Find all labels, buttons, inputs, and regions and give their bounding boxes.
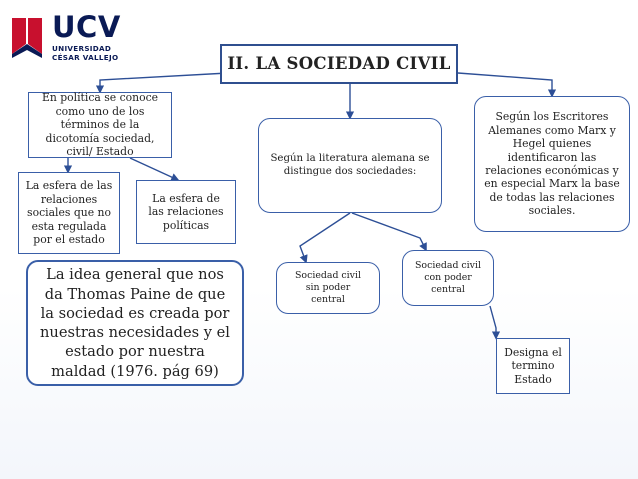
node-politica-text: En política se conoce como uno de los términos de la dicotomía sociedad, civil/ Estado xyxy=(41,91,159,159)
logo-subtitle-2: CÉSAR VALLEJO xyxy=(52,53,119,62)
logo-wordmark: UCV xyxy=(52,10,121,44)
node-thomas-paine xyxy=(26,260,244,386)
arrow-title-to-escritores xyxy=(458,73,552,96)
node-sociedad-sin-poder-text: Sociedad civil sin poder central xyxy=(295,270,361,305)
node-escritores-alemanes-text: Según los Escritores Alemanes como Marx y Hegel quienes identificaron las relaciones económicas y en especial Marx la base de todas las relaciones sociales. xyxy=(484,110,620,218)
node-sociedad-con-poder-text: Sociedad civil con poder central xyxy=(415,260,481,295)
arrow-title-to-politica xyxy=(100,73,228,92)
node-esfera-social xyxy=(18,172,120,254)
node-esfera-social-text: La esfera de las relaciones sociales que no esta regulada por el estado xyxy=(25,179,113,247)
node-designa-estado-text: Designa el termino Estado xyxy=(504,345,562,386)
ucv-shield-icon xyxy=(10,14,44,60)
arrow-alemana-to-sin-poder xyxy=(300,213,350,262)
node-esfera-politica xyxy=(136,180,236,244)
node-sociedad-con-poder xyxy=(402,250,494,306)
title-text: II. LA SOCIEDAD CIVIL xyxy=(227,53,451,73)
node-literatura-alemana xyxy=(258,118,442,213)
title-box xyxy=(220,44,458,84)
node-literatura-alemana-text: Según la literatura alemana se distingue dos sociedades: xyxy=(270,152,430,177)
ucv-logo xyxy=(8,8,121,64)
node-esfera-politica-text: La esfera de las relaciones políticas xyxy=(148,191,224,232)
node-politica xyxy=(28,92,172,158)
arrow-politica-to-esfera-politica xyxy=(130,158,178,180)
logo-subtitle-1: UNIVERSIDAD xyxy=(52,44,112,53)
arrow-con-poder-to-designa xyxy=(490,306,496,338)
node-sociedad-sin-poder xyxy=(276,262,380,314)
arrow-alemana-to-con-poder xyxy=(352,213,426,250)
node-escritores-alemanes xyxy=(474,96,630,232)
node-designa-estado xyxy=(496,338,570,394)
node-thomas-paine-text: La idea general que nos da Thomas Paine de que la sociedad es creada por nuestras necesidades y el estado por nuestra maldad (1976. pág 69) xyxy=(40,266,230,380)
